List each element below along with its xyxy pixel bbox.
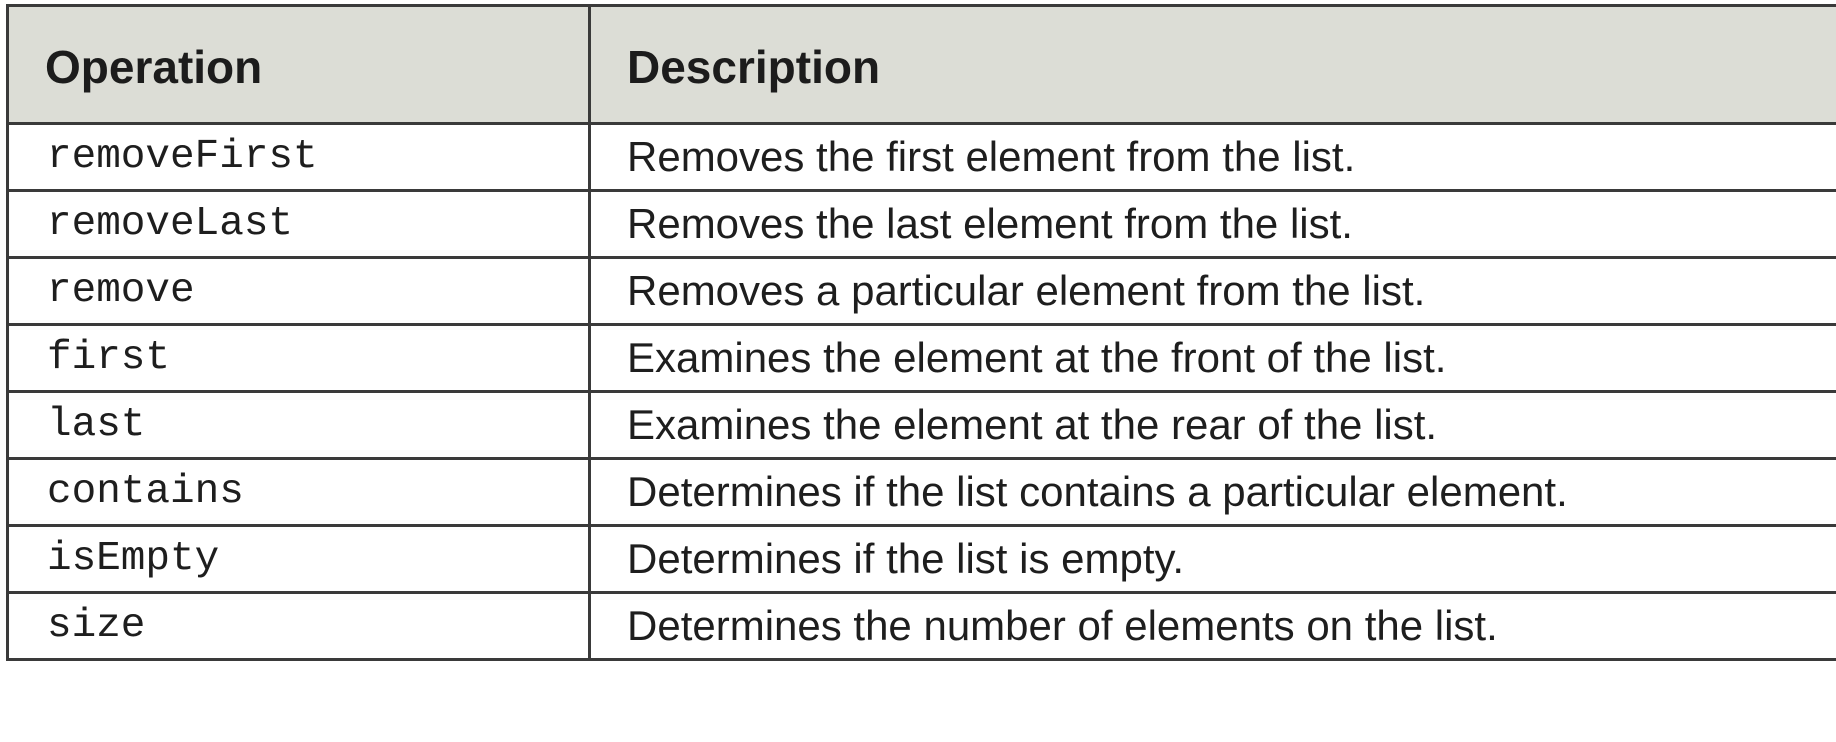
description-cell: Removes the last element from the list. <box>590 191 1836 258</box>
table-row <box>8 191 1836 258</box>
operation-cell: isEmpty <box>8 526 590 593</box>
table-row <box>8 325 1836 392</box>
description-cell: Removes a particular element from the list. <box>590 258 1836 325</box>
operation-column-header: Operation <box>8 6 590 124</box>
list-operations-table <box>6 4 1836 661</box>
operation-cell: size <box>8 593 590 660</box>
description-column-header: Description <box>590 6 1836 124</box>
operation-cell: first <box>8 325 590 392</box>
description-cell: Determines if the list is empty. <box>590 526 1836 593</box>
operation-cell: removeFirst <box>8 124 590 191</box>
table-row <box>8 526 1836 593</box>
table-row <box>8 593 1836 660</box>
description-cell: Determines if the list contains a particular element. <box>590 459 1836 526</box>
table-row <box>8 392 1836 459</box>
table-row <box>8 459 1836 526</box>
operation-cell: remove <box>8 258 590 325</box>
operation-cell: last <box>8 392 590 459</box>
table-header-row <box>8 6 1836 124</box>
description-cell: Examines the element at the front of the list. <box>590 325 1836 392</box>
description-cell: Removes the first element from the list. <box>590 124 1836 191</box>
description-cell: Examines the element at the rear of the list. <box>590 392 1836 459</box>
table-row <box>8 258 1836 325</box>
operation-cell: removeLast <box>8 191 590 258</box>
operation-cell: contains <box>8 459 590 526</box>
table-row <box>8 124 1836 191</box>
description-cell: Determines the number of elements on the list. <box>590 593 1836 660</box>
